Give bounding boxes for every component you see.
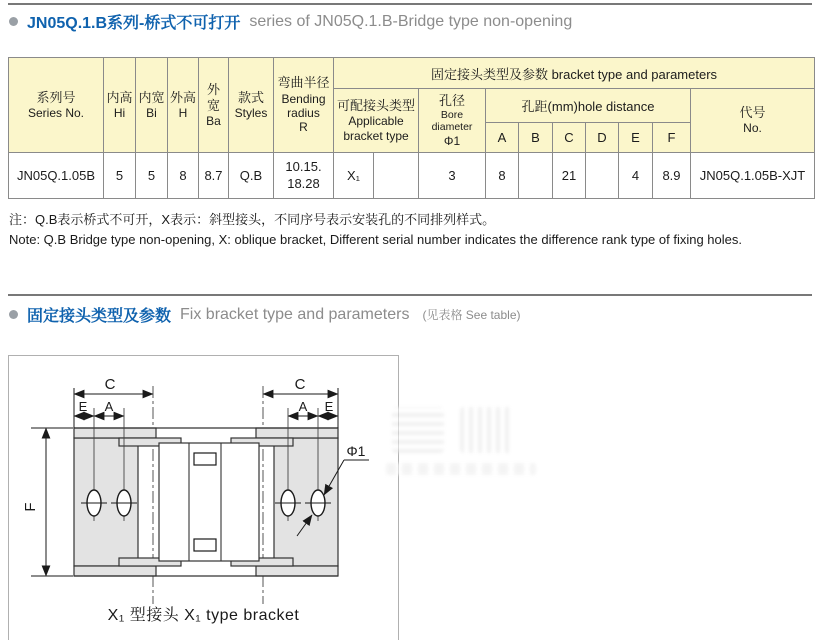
bi-zh: 内宽 xyxy=(138,89,165,105)
cell-ba: 8.7 xyxy=(199,153,229,199)
cell-a: 8 xyxy=(486,153,519,199)
styles-zh: 款式 xyxy=(237,89,264,105)
col-header-h xyxy=(168,58,199,153)
bending-en1: Bending xyxy=(281,91,326,106)
dim-label-e-left: E xyxy=(78,399,88,414)
cell-styles: Q.B xyxy=(229,153,274,199)
cell-bi: 5 xyxy=(136,153,168,199)
dim-label-c-left: C xyxy=(104,376,116,393)
bracket-drawing xyxy=(9,356,398,640)
note-zh: 注：Q.B表示桥式不可开，X表示：斜型接头，不同序号表示安装孔的不同排列样式。 xyxy=(9,212,496,227)
no-en: No. xyxy=(743,121,762,136)
bullet-icon xyxy=(9,17,18,26)
bending-en2: radius xyxy=(287,105,320,120)
bending-zh: 弯曲半径 xyxy=(277,75,330,91)
col-header-b: B xyxy=(519,123,553,153)
section2-title-en: Fix bracket type and parameters xyxy=(180,305,410,323)
col-header-bending-radius xyxy=(274,58,334,153)
watermark-subtext xyxy=(386,463,536,475)
bore-zh: 孔径 xyxy=(438,92,465,108)
cell-hi: 5 xyxy=(104,153,136,199)
applicable-zh: 可配接头类型 xyxy=(336,97,415,113)
cell-b xyxy=(519,153,553,199)
bending-en3: R xyxy=(299,120,308,135)
col-header-no xyxy=(691,89,815,153)
h-zh: 外高 xyxy=(170,89,197,105)
dim-label-e-right: E xyxy=(324,399,334,414)
cell-bending-radius xyxy=(274,153,334,199)
hi-zh: 内高 xyxy=(106,89,133,105)
watermark-glyph xyxy=(460,407,512,453)
right-top-flange xyxy=(256,428,338,438)
styles-en: Styles xyxy=(234,105,268,120)
section-title-series xyxy=(9,10,572,33)
spec-table xyxy=(8,57,815,199)
section-divider xyxy=(8,294,812,296)
col-header-styles xyxy=(229,58,274,153)
cell-bracket-type-2 xyxy=(374,153,419,199)
hole-diameter-label: Φ1 xyxy=(346,443,366,459)
col-header-ba xyxy=(199,58,229,153)
col-header-applicable-bracket xyxy=(334,89,419,153)
cell-bore: 3 xyxy=(419,153,486,199)
cell-e: 4 xyxy=(619,153,653,199)
applicable-en1: Applicable xyxy=(348,114,404,129)
ba-zh: 外宽 xyxy=(206,81,220,113)
table-row xyxy=(9,153,815,199)
bending-value-2: 18.28 xyxy=(287,175,320,191)
col-header-hi xyxy=(104,58,136,153)
top-rule xyxy=(8,3,812,5)
bi-en: Bi xyxy=(146,105,157,120)
col-header-a: A xyxy=(486,123,519,153)
notes xyxy=(9,210,742,250)
bore-en: Bore diameter xyxy=(431,108,473,134)
col-header-series xyxy=(9,58,104,153)
dim-label-a-left: A xyxy=(104,399,114,414)
ba-en: Ba xyxy=(206,114,221,129)
series-en: Series No. xyxy=(27,105,85,120)
cell-d xyxy=(586,153,619,199)
hi-en: Hi xyxy=(113,105,126,120)
col-header-c: C xyxy=(553,123,586,153)
note-en: Note: Q.B Bridge type non-opening, X: oblique bracket, Different serial number indicates the difference rank type of fixing holes. xyxy=(9,232,742,247)
dim-label-f: F xyxy=(22,502,39,512)
link-hole-bottom xyxy=(194,539,216,551)
col-header-hole-distance: 孔距(mm)hole distance xyxy=(486,89,691,123)
section1-title-en: series of JN05Q.1.B-Bridge type non-opening xyxy=(249,12,573,30)
section-title-fix-bracket xyxy=(9,303,521,326)
applicable-en2: bracket type xyxy=(343,128,409,143)
series-zh: 系列号 xyxy=(36,89,76,105)
dim-label-a-right: A xyxy=(298,399,308,414)
col-header-d: D xyxy=(586,123,619,153)
cell-bracket-type-1: X₁ xyxy=(334,153,374,199)
watermark-glyph xyxy=(392,407,444,453)
watermark xyxy=(382,407,562,485)
cell-f: 8.9 xyxy=(653,153,691,199)
left-top-flange xyxy=(74,428,156,438)
group-header-bracket-params: 固定接头类型及参数 bracket type and parameters xyxy=(334,58,815,89)
col-header-bore-diameter xyxy=(419,89,486,153)
bore-symbol: Φ1 xyxy=(443,134,461,149)
cell-h: 8 xyxy=(168,153,199,199)
section2-title-zh: 固定接头类型及参数 xyxy=(27,308,172,325)
col-header-e: E xyxy=(619,123,653,153)
link-hole-top xyxy=(194,453,216,465)
bracket-diagram xyxy=(8,355,399,640)
dim-label-c-right: C xyxy=(294,376,306,393)
cell-c: 21 xyxy=(553,153,586,199)
no-zh: 代号 xyxy=(739,105,766,121)
right-bottom-flange xyxy=(256,566,338,576)
bending-value-1: 10.15. xyxy=(285,159,322,175)
see-table-note: (见表格 See table) xyxy=(422,308,521,322)
cell-no: JN05Q.1.05B-XJT xyxy=(691,153,815,199)
bullet-icon xyxy=(9,310,18,319)
section1-title-zh: JN05Q.1.B系列-桥式不可打开 xyxy=(27,15,241,32)
left-bottom-flange xyxy=(74,566,156,576)
col-header-bi xyxy=(136,58,168,153)
col-header-f: F xyxy=(653,123,691,153)
diagram-caption: X₁ 型接头 X₁ type bracket xyxy=(107,607,300,624)
h-en: H xyxy=(178,105,188,120)
cell-series: JN05Q.1.05B xyxy=(9,153,104,199)
